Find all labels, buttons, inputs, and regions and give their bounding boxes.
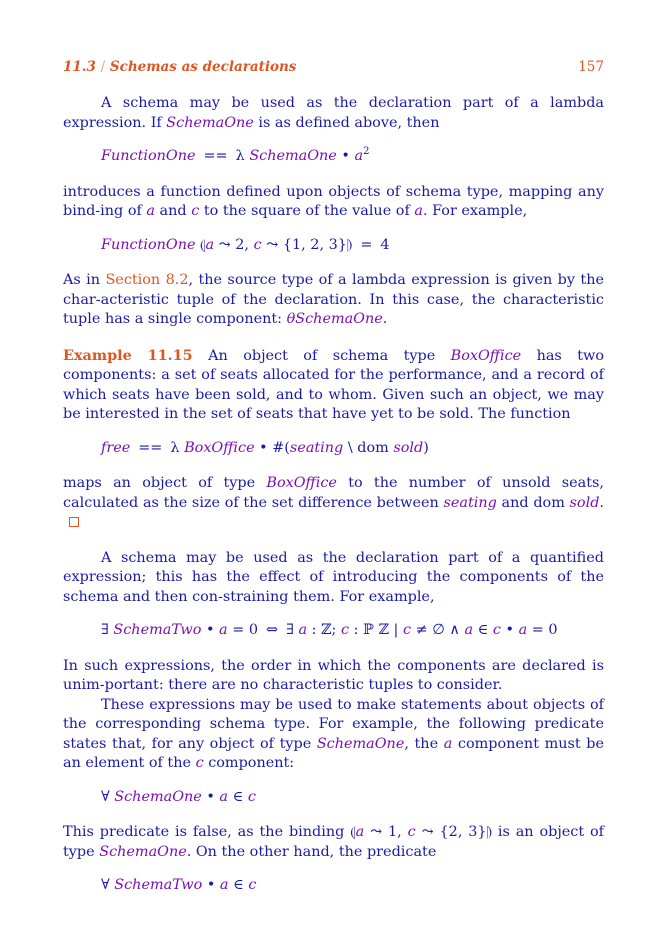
paragraph-lambda-intro: A schema may be used as the declaration part of a lambda expression. If SchemaOne is as defined above, then bbox=[63, 95, 604, 131]
display-forall-schema-one: ∀ SchemaOne • a ∈ c bbox=[101, 788, 256, 805]
display-function-one-apply: FunctionOne ⦇a ⤳ 2, c ⤳ {1, 2, 3}⦈ = 4 bbox=[101, 236, 390, 253]
display-forall-schema-two: ∀ SchemaTwo • a ∈ c bbox=[101, 877, 257, 893]
display-function-one-def: FunctionOne == λ SchemaOne • $a^2$ bbox=[101, 146, 370, 164]
end-of-example-icon bbox=[69, 517, 79, 527]
running-header bbox=[63, 58, 604, 78]
display-exists-equivalence: ∃ SchemaTwo • a = 0 ⇔ ∃ a : ℤ; c : ℙ ℤ | c ≠ ∅ ∧ a ∈ c • a = 0 bbox=[101, 622, 558, 638]
page-body bbox=[63, 94, 604, 912]
paragraph-function-mapping: introduces a function defined upon objects of schema type, mapping any bind-ing of a and c to the square of the value of a. For example, bbox=[63, 183, 604, 219]
example-label: Example 11.15 bbox=[63, 346, 193, 364]
display-free-def: free == λ BoxOffice • #(seating \ dom sold) bbox=[101, 439, 429, 456]
example-11-15: Example 11.15 An object of schema type BoxOffice has two components: a set of seats allocated for the performance, and a record of which seats have been sold, and to whom. Given such an object, we may be interested in the set of seats that have yet to be sold. The function bbox=[63, 346, 604, 422]
paragraph-free-maps: maps an object of type BoxOffice to the number of unsold seats, calculated as the size of the set difference between seating and dom sold. bbox=[63, 474, 604, 533]
paragraph-statements: These expressions may be used to make statements about objects of the corresponding schema type. For example, the following predicate states that, for any object of type SchemaOne, the a component must be an element of the c component: bbox=[63, 696, 604, 771]
paragraph-predicate-false: This predicate is false, as the binding ⦇a ⤳ 1, c ⤳ {2, 3}⦈ is an object of type SchemaOne. On the other hand, the predicate bbox=[63, 824, 605, 860]
running-title: 11.3 / Schemas as declarations bbox=[63, 59, 297, 75]
paragraph-order-unimportant: In such expressions, the order in which the components are declared is unim-portant: there are no characteristic tuples to consider. bbox=[63, 657, 604, 693]
paragraph-quantified: A schema may be used as the declaration part of a quantified expression; this has the effect of introducing the components of the schema and then con-straining them. For example, bbox=[63, 549, 604, 605]
section-link[interactable]: Section 8.2 bbox=[105, 272, 189, 288]
page-number: 157 bbox=[578, 59, 604, 75]
paragraph-source-type: As in Section 8.2, the source type of a lambda expression is given by the char-acteristic tuple of the declaration. In this case, the characteristic tuple has a single component: θSchemaOne. bbox=[63, 272, 604, 327]
